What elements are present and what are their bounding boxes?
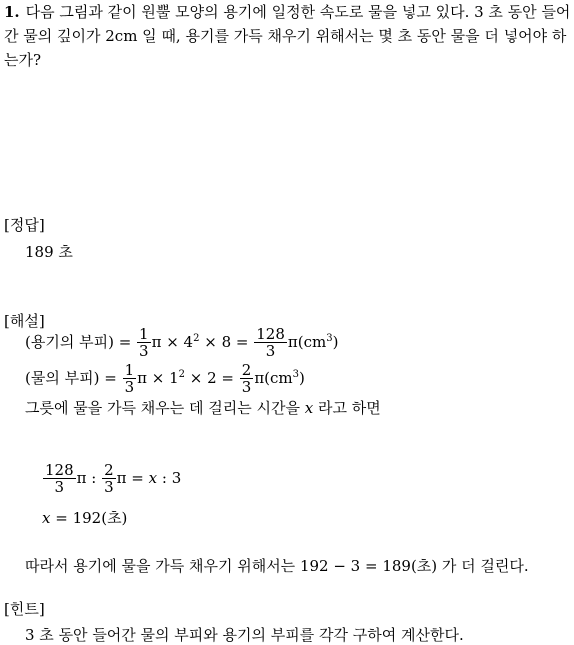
frac-num: 1: [124, 361, 135, 379]
frac-num: 2: [104, 461, 114, 479]
x-variable: x: [42, 509, 51, 527]
x-result: [42, 511, 127, 526]
explanation-label: [해설]: [4, 312, 45, 330]
frac-num: 1: [139, 325, 149, 343]
fraction-two-thirds: [102, 463, 116, 495]
vessel-unit-exponent: 3: [326, 333, 333, 344]
water-unit: π(cm: [254, 369, 293, 387]
fraction-128-3: [254, 327, 287, 359]
answer-label: [정답]: [4, 216, 45, 234]
time-text-a: 그릇에 물을 가득 채우는 데 걸리는 시간을: [25, 399, 300, 417]
frac-den: 3: [104, 478, 114, 496]
water-prefix: (물의 부피) =: [25, 369, 117, 387]
water-mid2: × 2 =: [185, 369, 234, 387]
fraction-one-third: [137, 327, 151, 359]
prop-end-a: π =: [116, 469, 144, 487]
x-result-value: = 192(초): [55, 509, 128, 527]
vessel-exponent: 2: [193, 333, 200, 344]
conclusion: 따라서 용기에 물을 가득 채우기 위해서는 192 − 3 = 189(초) 가 더 걸린다.: [25, 557, 529, 575]
water-mid: π × 1: [137, 369, 179, 387]
frac-den: 3: [241, 378, 252, 396]
water-volume-equation: [25, 362, 305, 395]
time-statement: [25, 401, 381, 416]
time-text-b: 라고 하면: [317, 399, 381, 417]
frac-den: 3: [124, 378, 135, 396]
water-exponent: 2: [178, 369, 185, 380]
frac-den: 3: [43, 478, 76, 495]
frac-num: 128: [45, 461, 74, 479]
vessel-mid: π × 4: [151, 333, 194, 351]
vessel-unit-end: ): [332, 333, 339, 351]
fraction-128-3: [43, 463, 76, 495]
question-number: 1.: [4, 3, 20, 21]
frac-num: 2: [241, 361, 252, 379]
fraction-one-third: [123, 363, 137, 395]
prop-end-b: : 3: [161, 469, 182, 487]
water-unit-exponent: 3: [292, 369, 300, 380]
prop-variable: x: [148, 469, 158, 487]
water-unit-end: ): [299, 369, 305, 387]
vessel-prefix: (용기의 부피) =: [25, 333, 132, 351]
frac-num: 128: [256, 325, 285, 343]
question-text: 다음 그림과 같이 원뿔 모양의 용기에 일정한 속도로 물을 넣고 있다. 3 초 동안 들어간 물의 깊이가 2cm 일 때, 용기를 가득 채우기 위해서는 몇 초 동안 물을 더 넣어야 하는가?: [4, 3, 571, 69]
frac-den: 3: [139, 342, 149, 360]
question: [4, 0, 572, 72]
frac-den: 3: [254, 342, 287, 359]
answer-value: 189 초: [25, 243, 73, 261]
vessel-volume-equation: [25, 326, 338, 359]
vessel-mid2: × 8 =: [199, 333, 249, 351]
fraction-two-thirds: [240, 363, 254, 395]
proportion-equation: [42, 460, 181, 496]
time-variable: x: [304, 399, 314, 417]
vessel-unit: π(cm: [287, 333, 327, 351]
hint-label: [힌트]: [4, 600, 45, 618]
prop-mid: π :: [76, 469, 97, 487]
hint-text: 3 초 동안 들어간 물의 부피와 용기의 부피를 각각 구하여 계산한다.: [25, 626, 464, 644]
